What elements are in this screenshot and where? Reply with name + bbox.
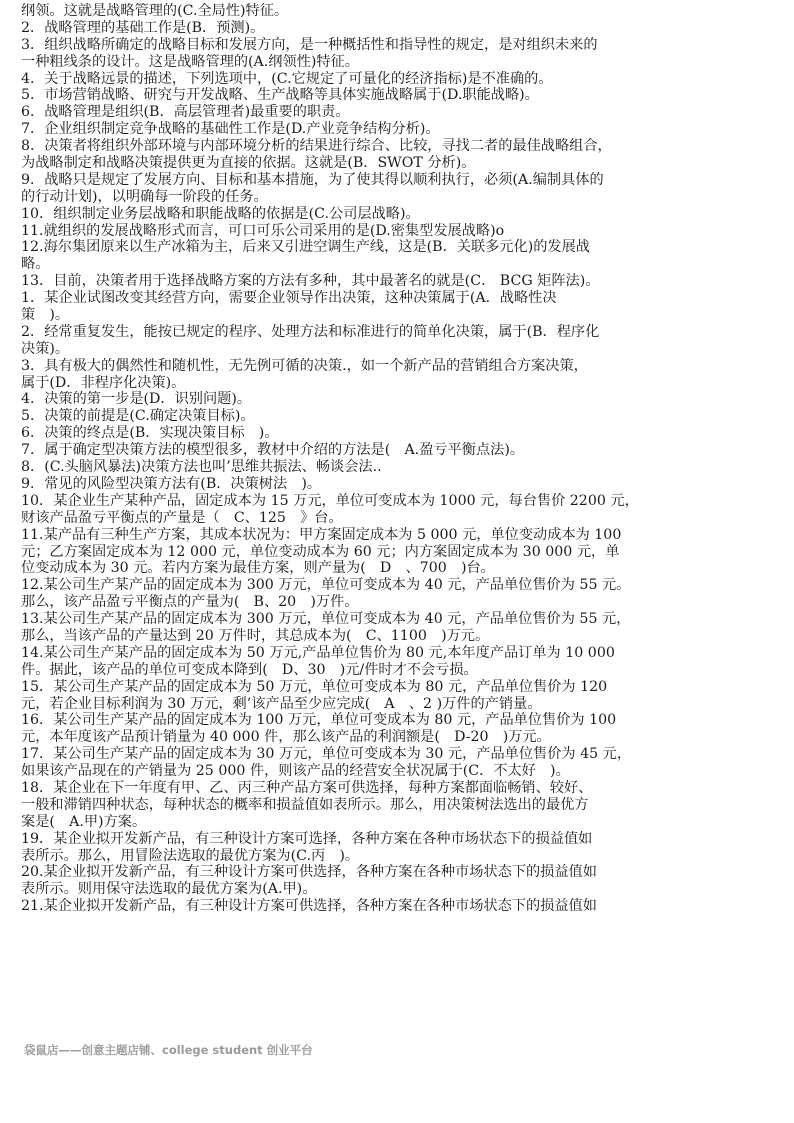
text-line: 21.某企业拟开发新产品，有三种设计方案可供选择，各种方案在各种市场状态下的损益值如 xyxy=(21,898,597,915)
text-line: 1．某企业试图改变其经营方向，需要企业领导作出决策，这种决策属于(A．战略性决 xyxy=(21,290,557,307)
text-line: 表所示。那么，用冒险法选取的最优方案为(C.丙 )。 xyxy=(21,847,360,864)
text-line: 9．常见的风险型决策方法有(B．决策树法 )。 xyxy=(21,475,322,492)
text-line: 如果该产品现在的产销量为 25 000 件，则该产品的经营安全状况属于(C．不太好 )。 xyxy=(21,763,570,780)
text-line: 4．决策的第一步是(D．识别问题)。 xyxy=(21,391,252,408)
text-line: 4．关于战略远景的描述，下列选项中，(C.它规定了可量化的经济指标)是不准确的。 xyxy=(21,70,553,87)
text-line: 10．某企业生产某种产品，固定成本为 15 万元，单位可变成本为 1000 元，每台售价 2200 元， xyxy=(21,492,639,509)
text-line: 9．战略只是规定了发展方向、目标和基本措施，为了使其得以顺利执行，必须(A.编制具体的 xyxy=(21,171,604,188)
text-line: 略。 xyxy=(21,256,50,273)
text-line: 10．组织制定业务层战略和职能战略的依据是(C.公司层战略)。 xyxy=(21,205,420,222)
text-line: 7．企业组织制定竞争战略的基础性工作是(D.产业竞争结构分析)。 xyxy=(21,121,440,138)
text-line: 11.某产品有三种生产方案，其成本状况为：甲方案固定成本为 5 000 元，单位变动成本为 100 xyxy=(21,526,622,543)
text-line: 18．某企业在下一年度有甲、乙、丙三种产品方案可供选择，每种方案都面临畅销、较好、 xyxy=(21,779,593,796)
text-line: 件。据此，该产品的单位可变成本降到( D、30 )元/件时才不会亏损。 xyxy=(21,661,478,678)
text-line: 表所示。则用保守法选取的最优方案为(A.甲)。 xyxy=(21,881,317,898)
text-line: 6．决策的终点是(B．实现决策目标 )。 xyxy=(21,425,279,442)
text-line: 19．某企业拟开发新产品，有三种设计方案可选择，各种方案在各种市场状态下的损益值如 xyxy=(21,830,593,847)
text-line: 元，若企业目标利润为 30 万元，剩’该产品至少应完成( A 、2 )万件的产销量。 xyxy=(21,695,542,712)
text-line: 属于(D．非程序化决策)。 xyxy=(21,374,186,391)
text-line: 14.某公司生产某产品的固定成本为 50 万元,产品单位售价为 80 元,本年度产品订单为 10 000 xyxy=(21,644,615,661)
text-line: 6．战略管理是组织(B．高层管理者)最重要的职责。 xyxy=(21,104,350,121)
text-line: 为战略制定和战略决策提供更为直接的依据。这就是(B．SWOT 分析)。 xyxy=(21,155,476,172)
text-line: 一种粗线条的设计。这是战略管理的(A.纲领性)特征。 xyxy=(21,53,359,70)
text-line: 案是( A.甲)方案。 xyxy=(21,813,147,830)
page-footer: 袋鼠店——创意主题店铺、college student 创业平台 xyxy=(24,1043,313,1057)
text-line: 13．目前，决策者用于选择战略方案的方法有多种，其中最著名的就是(C． BCG 矩阵法)。 xyxy=(21,273,600,290)
text-line: 元，本年度该产品预计销量为 40 000 件，那么该产品的利润额是( D-20 )万元。 xyxy=(21,729,551,746)
text-line: 16．某公司生产某产品的固定成本为 100 万元，单位可变成本为 80 元，产品单位售价为 100 xyxy=(21,712,617,729)
text-line: 7．属于确定型决策方法的模型很多，教材中介绍的方法是( A.盈亏平衡点法)。 xyxy=(21,442,525,459)
text-line: 位变动成本为 30 元。若内方案为最佳方案，则产量为( D 、700 )台。 xyxy=(21,560,495,577)
text-line: 17．某公司生产某产品的固定成本为 30 万元，单位可变成本为 30 元，产品单位售价为 45 元， xyxy=(21,746,632,763)
text-line: 决策)。 xyxy=(21,340,70,357)
text-line: 8．(C.头脑风暴法)决策方法也叫’思维共振法、畅谈会法.. xyxy=(21,459,382,476)
text-line: 20.某企业拟开发新产品，有三种设计方案可供选择，各种方案在各种市场状态下的损益值如 xyxy=(21,864,597,881)
text-line: 12.某公司生产某产品的固定成本为 300 万元，单位可变成本为 40 元，产品单位售价为 55 元。 xyxy=(21,577,631,594)
text-line: 2．经常重复发生，能按已规定的程序、处理方法和标准进行的简单化决策，属于(B．程序化 xyxy=(21,323,600,340)
document-body xyxy=(21,3,777,915)
text-line: 纲领。这就是战略管理的(C.全局性)特征。 xyxy=(21,3,289,19)
text-line: 3．具有极大的偶然性和随机性，无先例可循的决策.，如一个新产品的营销组合方案决策， xyxy=(21,357,588,374)
text-line: 的行动计划)，以明确每一阶段的任务。 xyxy=(21,188,268,205)
text-line: 策 )。 xyxy=(21,307,70,324)
text-line: 元；乙方案固定成本为 12 000 元，单位变动成本为 60 元；内方案固定成本为 30 000 元，单 xyxy=(21,543,620,560)
text-line: 财该产品盈亏平衡点的产量是（ C、125 》台。 xyxy=(21,509,343,526)
text-line: 3．组织战略所确定的战略目标和发展方向，是一种概括性和指导性的规定，是对组织未来的 xyxy=(21,36,598,53)
text-line: 8．决策者将组织外部环境与内部环境分析的结果进行综合、比较，寻找二者的最佳战略组合， xyxy=(21,138,612,155)
text-line: 12.海尔集团原来以生产冰箱为主，后来又引进空调生产线，这是(B．关联多元化)的发展战 xyxy=(21,239,590,256)
text-line: 那么，当该产品的产量达到 20 万件时，其总成本为( C、1100 )万元。 xyxy=(21,627,490,644)
text-line: 15．某公司生产某产品的固定成本为 50 万元，单位可变成本为 80 元，产品单位售价为 120 xyxy=(21,678,608,695)
text-line: 11.就组织的发展战略形式而言，可口可乐公司采用的是(D.密集型发展战略)o xyxy=(21,222,505,239)
text-line: 13.某公司生产某产品的固定成本为 300 万元，单位可变成本为 40 元，产品单位售价为 55 元， xyxy=(21,611,631,628)
text-line: 那么，该产品盈亏平衡点的产量为( B、20 )万件。 xyxy=(21,594,359,611)
text-line: 5．市场营销战略、研究与开发战略、生产战略等具体实施战略属于(D.职能战略)。 xyxy=(21,87,539,104)
text-line: 5．决策的前提是(C.确定决策目标)。 xyxy=(21,408,255,425)
text-line: 一般和滞销四种状态，每种状态的概率和损益值如表所示。那么，用决策树法选出的最优方 xyxy=(21,796,589,813)
text-line: 2．战略管理的基础工作是(B．预测)。 xyxy=(21,19,265,36)
